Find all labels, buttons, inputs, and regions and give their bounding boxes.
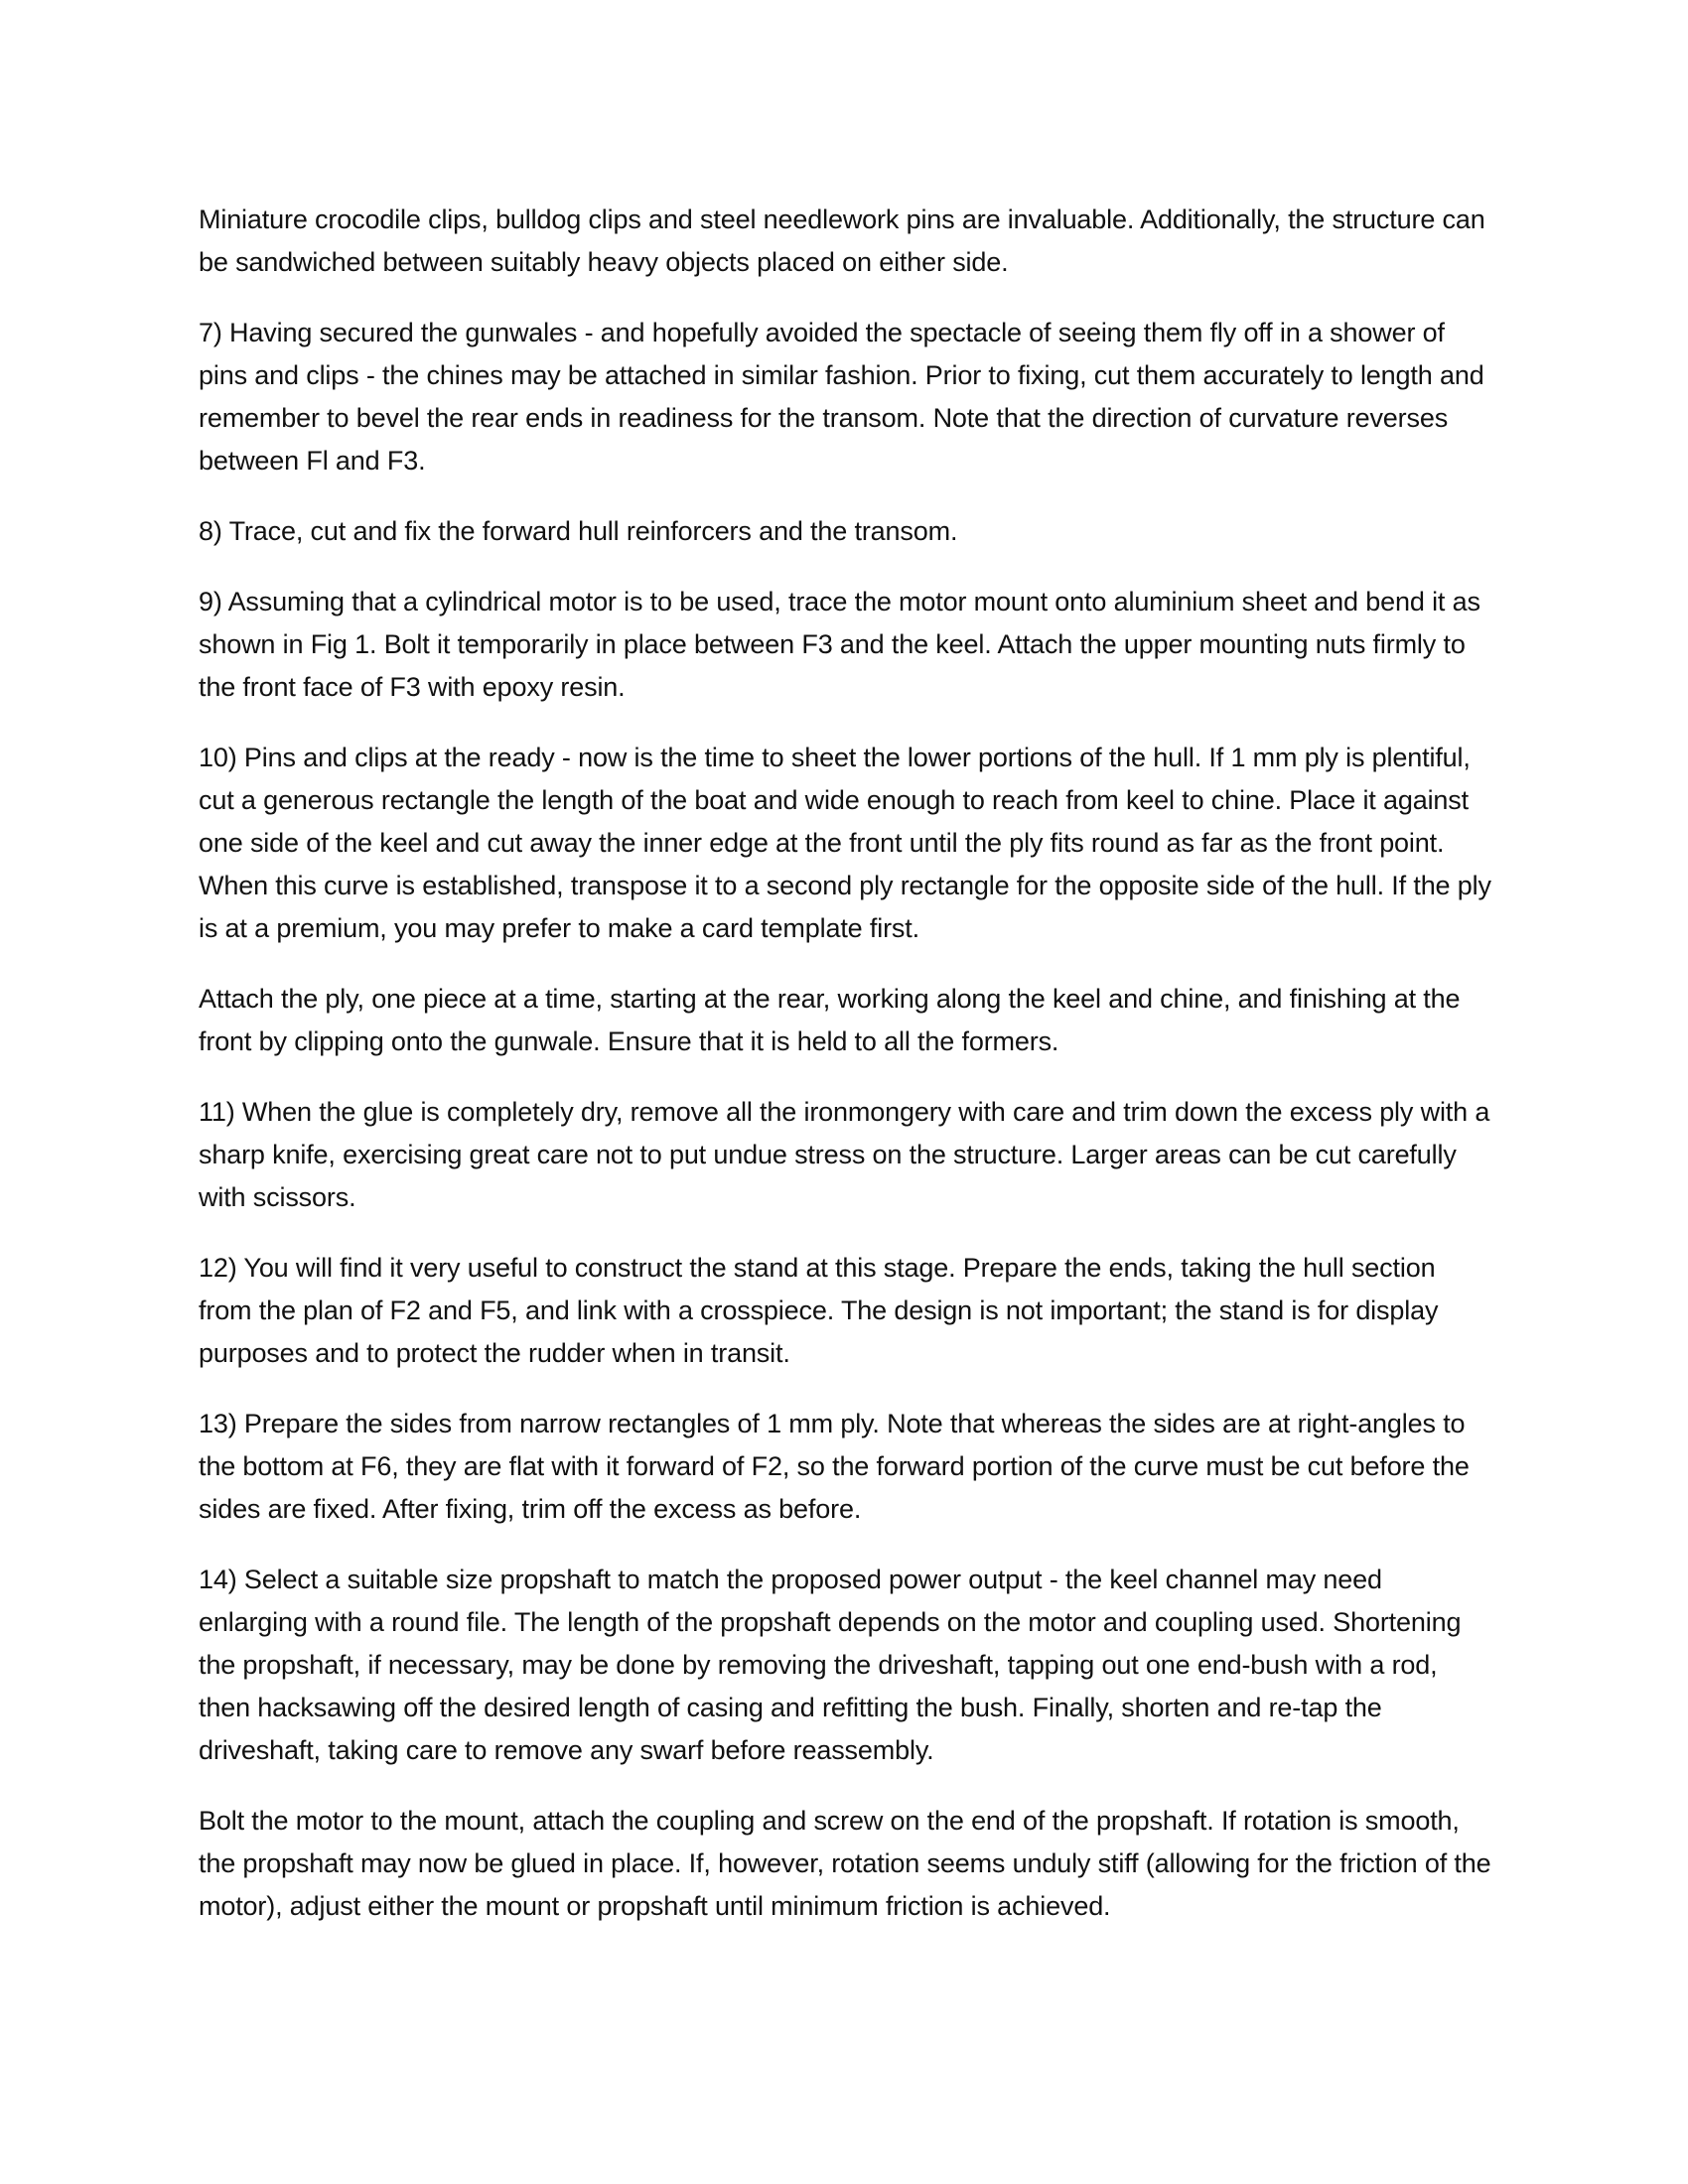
- paragraph-step-8-reinforcers: 8) Trace, cut and fix the forward hull reinforcers and the transom.: [199, 516, 958, 546]
- paragraph-clips-intro: Miniature crocodile clips, bulldog clips and steel needlework pins are invaluable. Additionally, the structure can be sandwiched between suitably heavy objects placed on either side.: [199, 205, 1485, 277]
- paragraph-step-9-motor-mount: 9) Assuming that a cylindrical motor is to be used, trace the motor mount onto aluminium sheet and bend it as shown in Fig 1. Bolt it temporarily in place between F3 and the keel. Attach the upper mounting nuts firmly to the front face of F3 with epoxy resin.: [199, 587, 1480, 702]
- paragraph-attach-ply: Attach the ply, one piece at a time, starting at the rear, working along the keel and chine, and finishing at the front by clipping onto the gunwale. Ensure that it is held to all the formers.: [199, 984, 1461, 1056]
- paragraph-step-10-sheeting: 10) Pins and clips at the ready - now is the time to sheet the lower portions of the hull. If 1 mm ply is plentiful, cut a generous rectangle the length of the boat and wide enough to reach from keel to chine. Place it against one side of the keel and cut away the inner edge at the front until the ply fits round as far as the front point. When this curve is established, transpose it to a second ply rectangle for the opposite side of the hull. If the ply is at a premium, you may prefer to make a card template first.: [199, 743, 1491, 943]
- paragraph-step-13-sides: 13) Prepare the sides from narrow rectangles of 1 mm ply. Note that whereas the sides are at right-angles to the bottom at F6, they are flat with it forward of F2, so the forward portion of the curve must be cut before the sides are fixed. After fixing, trim off the excess as before.: [199, 1409, 1470, 1524]
- paragraph-step-11-trimming: 11) When the glue is completely dry, remove all the ironmongery with care and trim down the excess ply with a sharp knife, exercising great care not to put undue stress on the structure. Larger areas can be cut carefully with scissors.: [199, 1097, 1490, 1212]
- document-body: [199, 199, 1494, 1956]
- paragraph-bolt-motor: Bolt the motor to the mount, attach the coupling and screw on the end of the propshaft. If rotation is smooth, the propshaft may now be glued in place. If, however, rotation seems unduly stiff (allowing for the friction of the motor), adjust either the mount or propshaft until minimum friction is achieved.: [199, 1806, 1491, 1921]
- paragraph-step-14-propshaft: 14) Select a suitable size propshaft to match the proposed power output - the keel channel may need enlarging with a round file. The length of the propshaft depends on the motor and coupling used. Shortening the propshaft, if necessary, may be done by removing the driveshaft, tapping out one end-bush with a rod, then hacksawing off the desired length of casing and refitting the bush. Finally, shorten and re-tap the driveshaft, taking care to remove any swarf before reassembly.: [199, 1565, 1462, 1765]
- paragraph-step-7-chines: 7) Having secured the gunwales - and hopefully avoided the spectacle of seeing them fly off in a shower of pins and clips - the chines may be attached in similar fashion. Prior to fixing, cut them accurately to length and remember to bevel the rear ends in readiness for the transom. Note that the direction of curvature reverses between Fl and F3.: [199, 318, 1484, 476]
- paragraph-step-12-stand: 12) You will find it very useful to construct the stand at this stage. Prepare the ends, taking the hull section from the plan of F2 and F5, and link with a crosspiece. The design is not important; the stand is for display purposes and to protect the rudder when in transit.: [199, 1253, 1439, 1368]
